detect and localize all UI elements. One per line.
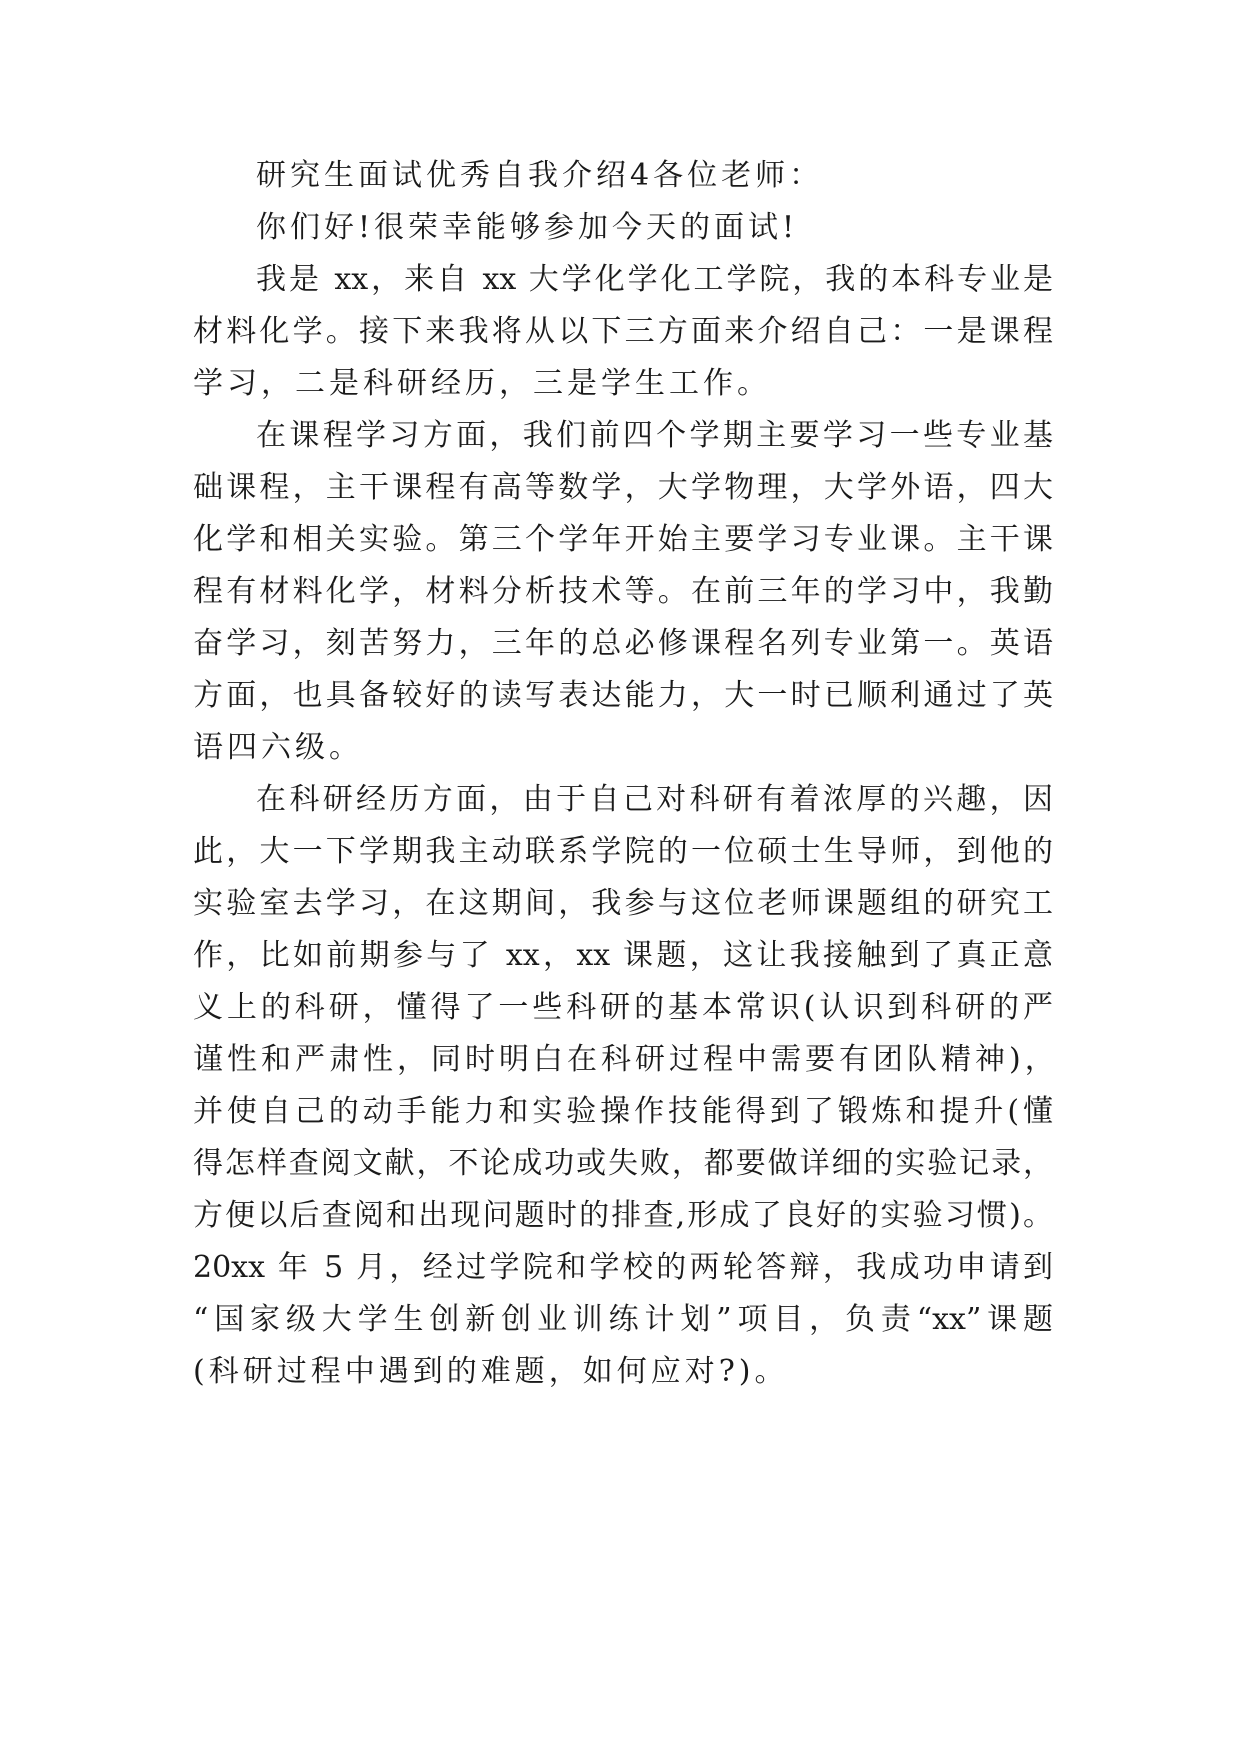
paragraph-line: 学习，二是科研经历，三是学生工作。 [193, 366, 771, 401]
paragraph-line: 谨性和严肃性，同时明白在科研过程中需要有团队精神)， [193, 1042, 1059, 1077]
paragraph-line: 础课程，主干课程有高等数学，大学物理，大学外语，四大 [193, 470, 1053, 505]
paragraph-line: “国家级大学生创新创业训练计划”项目，负责“xx”课题 [193, 1302, 1053, 1337]
paragraph-line: 20xx 年 5 月，经过学院和学校的两轮答辩，我成功申请到 [193, 1250, 1053, 1285]
paragraph-line: 材料化学。接下来我将从以下三方面来介绍自己：一是课程 [193, 314, 1053, 349]
paragraph-line: 作，比如前期参与了 xx，xx 课题，这让我接触到了真正意 [193, 938, 1053, 973]
paragraph-line: 方面，也具备较好的读写表达能力，大一时已顺利通过了英 [193, 678, 1053, 713]
paragraph-line: 在课程学习方面，我们前四个学期主要学习一些专业基 [256, 418, 1053, 453]
paragraph-line: 此，大一下学期我主动联系学院的一位硕士生导师，到他的 [193, 834, 1053, 869]
paragraph-line: 在科研经历方面，由于自己对科研有着浓厚的兴趣，因 [256, 782, 1053, 817]
paragraph-line: 化学和相关实验。第三个学年开始主要学习专业课。主干课 [193, 522, 1053, 557]
paragraph-line: (科研过程中遇到的难题，如何应对?)。 [193, 1354, 789, 1389]
paragraph-line: 并使自己的动手能力和实验操作技能得到了锻炼和提升(懂 [193, 1094, 1053, 1129]
paragraph-line: 得怎样查阅文献，不论成功或失败，都要做详细的实验记录， [193, 1146, 1053, 1181]
paragraph-line: 奋学习，刻苦努力，三年的总必修课程名列专业第一。英语 [193, 626, 1053, 661]
paragraph-line: 方便以后查阅和出现问题时的排查,形成了良好的实验习惯)。 [193, 1198, 1053, 1233]
document-title-line: 研究生面试优秀自我介绍4各位老师： [256, 158, 824, 193]
paragraph-line: 实验室去学习，在这期间，我参与这位老师课题组的研究工 [193, 886, 1053, 921]
paragraph-line: 义上的科研，懂得了一些科研的基本常识(认识到科研的严 [193, 990, 1053, 1025]
greeting-line: 你们好!很荣幸能够参加今天的面试! [256, 210, 799, 245]
paragraph-line: 我是 xx，来自 xx 大学化学化工学院，我的本科专业是 [256, 262, 1053, 297]
paragraph-line: 程有材料化学，材料分析技术等。在前三年的学习中，我勤 [193, 574, 1053, 609]
paragraph-line: 语四六级。 [193, 730, 363, 765]
